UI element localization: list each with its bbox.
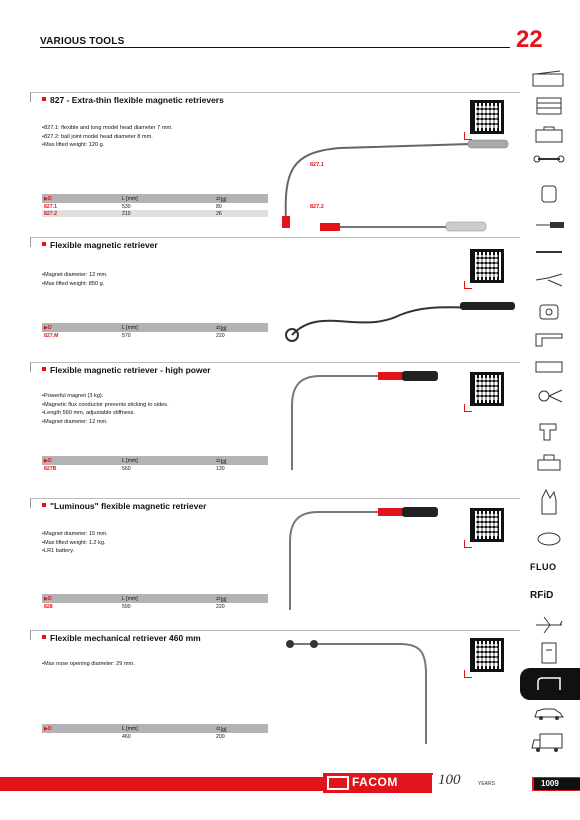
saw-icon[interactable] bbox=[532, 358, 566, 376]
retriever-460-image bbox=[280, 634, 440, 750]
section-corner bbox=[30, 498, 38, 508]
table-row: 827.M 570 220 bbox=[44, 332, 225, 339]
spec-table bbox=[42, 323, 268, 339]
cutter-icon[interactable] bbox=[534, 386, 564, 406]
section-rule bbox=[30, 237, 520, 238]
facom-ref-icon: ▶D bbox=[44, 725, 52, 732]
roller-cabinet-icon[interactable] bbox=[532, 96, 566, 118]
product-section-retriever-460 bbox=[30, 630, 520, 750]
section-rule bbox=[30, 362, 520, 363]
table-header: ▶D L [mm] ⚖ [g] bbox=[42, 456, 268, 465]
table-row: 828 590 220 bbox=[44, 603, 225, 610]
feature-item: • Max lifted weight: 850 g. bbox=[42, 280, 108, 289]
product-label: 827.2 bbox=[310, 204, 324, 210]
col-weight: ⚖ [g] bbox=[216, 195, 227, 203]
retriever-827m-image bbox=[280, 295, 520, 345]
product-section-827m bbox=[30, 237, 520, 347]
glove-icon[interactable] bbox=[534, 484, 564, 518]
feature-item: • Max lifted weight: 120 g. bbox=[42, 141, 173, 150]
spec-table bbox=[42, 724, 268, 740]
feature-item: • Max nose opening diameter: 29 mm. bbox=[42, 660, 135, 669]
red-bullet-icon bbox=[42, 367, 46, 371]
red-bullet-icon bbox=[42, 97, 46, 101]
product-section-827 bbox=[30, 92, 520, 222]
feature-list bbox=[42, 271, 108, 288]
table-row: 827.1 530 80 bbox=[44, 203, 222, 210]
wrench-icon[interactable] bbox=[532, 152, 566, 166]
feature-item: • Magnet diameter: 15 mm. bbox=[42, 530, 108, 539]
retriever-827-image bbox=[280, 132, 520, 232]
feature-item: • Length 560 mm, adjustable stiffness. bbox=[42, 409, 169, 418]
qr-code[interactable] bbox=[470, 372, 504, 406]
table-row: 460 200 bbox=[122, 733, 225, 740]
fluo-label[interactable]: FLUO bbox=[530, 562, 557, 572]
section-rule bbox=[30, 498, 520, 499]
table-header: ▶D L [mm] ⚖ [g] bbox=[42, 724, 268, 733]
car-icon[interactable] bbox=[532, 704, 566, 722]
facom-logo-icon bbox=[327, 776, 349, 790]
feature-item: • LR1 battery. bbox=[42, 547, 108, 556]
section-corner bbox=[30, 362, 38, 372]
qr-code[interactable] bbox=[470, 249, 504, 283]
vise-icon[interactable] bbox=[534, 452, 564, 472]
feature-item: • Powerful magnet (3 kg). bbox=[42, 392, 169, 401]
aircraft-icon[interactable] bbox=[532, 614, 566, 636]
feature-list bbox=[42, 124, 173, 150]
facom-ref-icon: ▶D bbox=[44, 324, 52, 331]
table-header bbox=[42, 194, 268, 203]
screwdriver-icon[interactable] bbox=[532, 218, 566, 232]
facom-ref-icon: ▶D bbox=[44, 595, 52, 602]
feature-item: • 827.1: flexible and long model head diameter 7 mm. bbox=[42, 124, 173, 133]
qr-arrow-icon bbox=[464, 404, 472, 412]
retriever-828-image bbox=[280, 502, 460, 614]
page-number: 1009 bbox=[534, 778, 580, 790]
feature-item: • Magnet diameter: 12 mm. bbox=[42, 271, 108, 280]
page-title: VARIOUS TOOLS bbox=[40, 36, 125, 47]
section-rule bbox=[30, 630, 520, 631]
qr-code[interactable] bbox=[470, 638, 504, 672]
feature-item: • Magnet diameter: 12 mm. bbox=[42, 418, 169, 427]
section-rule bbox=[30, 92, 520, 93]
section-corner bbox=[30, 92, 38, 102]
anniversary-logo: 100 bbox=[438, 772, 461, 788]
spec-table bbox=[42, 594, 268, 610]
brand-name: FACOM bbox=[352, 775, 398, 789]
socket-icon[interactable] bbox=[532, 184, 566, 204]
qr-code[interactable] bbox=[470, 508, 504, 542]
torch-icon[interactable] bbox=[534, 530, 564, 548]
chapter-number: 22 bbox=[516, 26, 543, 53]
red-bullet-icon bbox=[42, 503, 46, 507]
table-row: 827.2 210 26 bbox=[42, 210, 268, 217]
red-bullet-icon bbox=[42, 635, 46, 639]
spec-table bbox=[42, 194, 268, 217]
toolcase-icon[interactable] bbox=[532, 126, 566, 144]
toolbox-icon[interactable] bbox=[530, 70, 566, 88]
feature-item: • 827.2: ball joint model head diameter 8 mm. bbox=[42, 133, 173, 142]
product-label: 827.1 bbox=[310, 162, 324, 168]
section-title: Flexible magnetic retriever bbox=[42, 240, 158, 250]
section-title: 827 - Extra-thin flexible magnetic retrievers bbox=[42, 95, 224, 105]
bit-icon[interactable] bbox=[532, 246, 566, 258]
retriever-827b-image bbox=[280, 366, 460, 476]
retriever-icon[interactable] bbox=[532, 676, 566, 692]
product-section-827b bbox=[30, 362, 520, 482]
qr-arrow-icon bbox=[464, 540, 472, 548]
tape-measure-icon[interactable] bbox=[534, 302, 564, 322]
table-row: 827B 560 130 bbox=[44, 465, 225, 472]
rfid-label[interactable]: RFiD bbox=[530, 590, 554, 601]
header-rule bbox=[40, 47, 510, 48]
feature-item: • Max lifted weight: 1.2 kg. bbox=[42, 539, 108, 548]
section-title: Flexible mechanical retriever 460 mm bbox=[42, 633, 201, 643]
table-header: ▶D L [mm] ⚖ [g] bbox=[42, 323, 268, 332]
facom-ref-icon: ▶D bbox=[44, 457, 52, 464]
spec-table bbox=[42, 456, 268, 472]
table-header: ▶D L [mm] ⚖ [g] bbox=[42, 594, 268, 603]
col-length: L [mm] bbox=[122, 195, 138, 202]
section-title: Flexible magnetic retriever - high power bbox=[42, 365, 211, 375]
section-corner bbox=[30, 237, 38, 247]
qr-arrow-icon bbox=[464, 670, 472, 678]
facom-ref-icon: ▶D bbox=[44, 195, 52, 202]
impact-tool-icon[interactable] bbox=[536, 418, 562, 442]
qr-code[interactable] bbox=[470, 100, 504, 134]
product-section-828 bbox=[30, 498, 520, 618]
section-corner bbox=[30, 630, 38, 640]
red-bullet-icon bbox=[42, 242, 46, 246]
feature-list bbox=[42, 392, 169, 426]
feature-item: • Magnetic flux conductor prevents sticking to sides. bbox=[42, 401, 169, 410]
square-icon[interactable] bbox=[532, 330, 566, 348]
feature-list bbox=[42, 530, 108, 556]
pliers-icon[interactable] bbox=[532, 272, 566, 288]
years-label: YEARS bbox=[478, 781, 495, 787]
truck-icon[interactable] bbox=[530, 730, 566, 754]
section-title: "Luminous" flexible magnetic retriever bbox=[42, 501, 206, 511]
feature-list bbox=[42, 660, 135, 669]
qr-arrow-icon bbox=[464, 281, 472, 289]
electrical-icon[interactable] bbox=[536, 640, 562, 666]
